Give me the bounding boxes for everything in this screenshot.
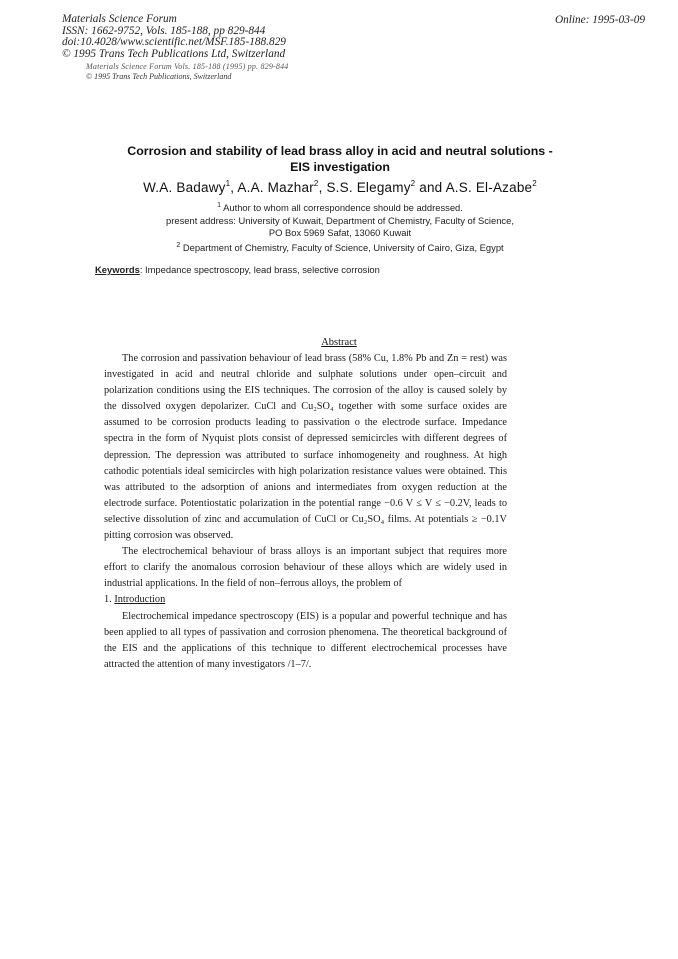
author-affiliation-mark: 2 xyxy=(410,179,416,188)
original-header xyxy=(86,62,289,82)
author-name: A.A. Mazhar xyxy=(237,180,314,195)
author-list xyxy=(60,180,620,195)
journal-name: Materials Science Forum xyxy=(62,13,177,25)
affiliation-mark: 2 xyxy=(176,242,181,249)
body-paragraph: The electrochemical behaviour of brass alloys is an important subject that requires more effort to clarify the anomalous corrosion behaviour of these alloys which are widely used in industrial applications. In the field of non–ferrous alloys, the problem of xyxy=(104,546,507,590)
author-name: S.S. Elegamy xyxy=(326,180,411,195)
paper-title xyxy=(60,143,620,175)
affiliation-address: present address: University of Kuwait, Department of Chemistry, Faculty of Science, xyxy=(166,214,514,226)
affiliation-postal: PO Box 5969 Safat, 13060 Kuwait xyxy=(268,227,412,238)
original-header-line2: © 1995 Trans Tech Publications, Switzerland xyxy=(86,72,232,81)
author-name: A.S. El-Azabe xyxy=(445,180,533,195)
body-paragraph: Electrochemical impedance spectroscopy (EIS) is a popular and powerful technique and has been applied to all types of passivation and corrosion phenomena. The theoretical background of the EIS and the applications of this technique to different electrochemical processes have attracted the attention of many investigators /1–7/. xyxy=(104,610,507,670)
affiliation-2 xyxy=(80,242,600,255)
author-affiliation-mark: 2 xyxy=(532,179,537,188)
copyright-line: © 1995 Trans Tech Publications Ltd, Switzerland xyxy=(62,47,286,60)
author-name: W.A. Badawy xyxy=(143,180,226,195)
affiliation-address: Department of Chemistry, Faculty of Science, University of Cairo, Giza, Egypt xyxy=(182,242,504,253)
keywords-text: : Impedance spectroscopy, lead brass, selective corrosion xyxy=(139,264,380,275)
paper-title-line2: EIS investigation xyxy=(290,160,390,174)
keywords-label: Keywords xyxy=(95,264,140,275)
abstract-heading: Abstract xyxy=(321,337,357,348)
affiliation-mark: 1 xyxy=(217,202,222,209)
section-heading xyxy=(104,592,507,608)
publication-stamp xyxy=(62,14,322,60)
online-date: Online: 1995-03-09 xyxy=(554,14,645,26)
author-affiliation-mark: 1 xyxy=(225,179,231,188)
doi-link[interactable]: doi:10.4028/www.scientific.net/MSF.185-188.829 xyxy=(62,36,286,49)
section-title: Introduction xyxy=(114,594,166,606)
keywords xyxy=(95,264,380,275)
correspondence-note: Author to whom all correspondence should be addressed. xyxy=(223,202,463,213)
paper-body xyxy=(104,351,507,673)
author-separator: and xyxy=(415,180,446,195)
paper-title-line1: Corrosion and stability of lead brass alloy in acid and neutral solutions - xyxy=(127,144,553,158)
abstract-paragraph: The corrosion and passivation behaviour of lead brass (58% Cu, 1.8% Pb and Zn = rest) was investigated in acid and neutral chloride and sulphate solutions under open–circuit and polarization conditions using the EIS techniques. The corrosion of the alloy is caused solely by the dissolved oxygen depolarizer. CuCl and Cu₂SO₄ together with some surface oxides are assumed to be corrosion products leading to passivation o the electrode surface. Impedance spectra in the form of Nyquist plots consist of depressed semicircles with different degrees of depression. The depression was attributed to surface inhomogeneity and roughness. At high cathodic potentials ideal semicircles with high polarization resistance values were obtained. This was attributed to the adsorption of anions and intermediates from oxygen reduction at the electrode surface. Potentiostatic polarization in the potential range −0.6 V ≤ V ≤ −0.2V, leads to selective dissolution of zinc and accumulation of CuCl or Cu₂SO₄ films. At potentials ≥ −0.1V pitting corrosion was observed. xyxy=(104,353,507,542)
affiliation-1 xyxy=(80,202,600,240)
issn-line: ISSN: 1662-9752, Vols. 185-188, pp 829-844 xyxy=(62,24,266,37)
author-separator: , xyxy=(230,180,238,195)
section-number: 1. xyxy=(104,594,112,606)
author-affiliation-mark: 2 xyxy=(313,179,319,188)
original-header-line1: Materials Science Forum Vols. 185-188 (1995) pp. 829-844 xyxy=(86,62,289,71)
author-separator: , xyxy=(318,180,327,195)
